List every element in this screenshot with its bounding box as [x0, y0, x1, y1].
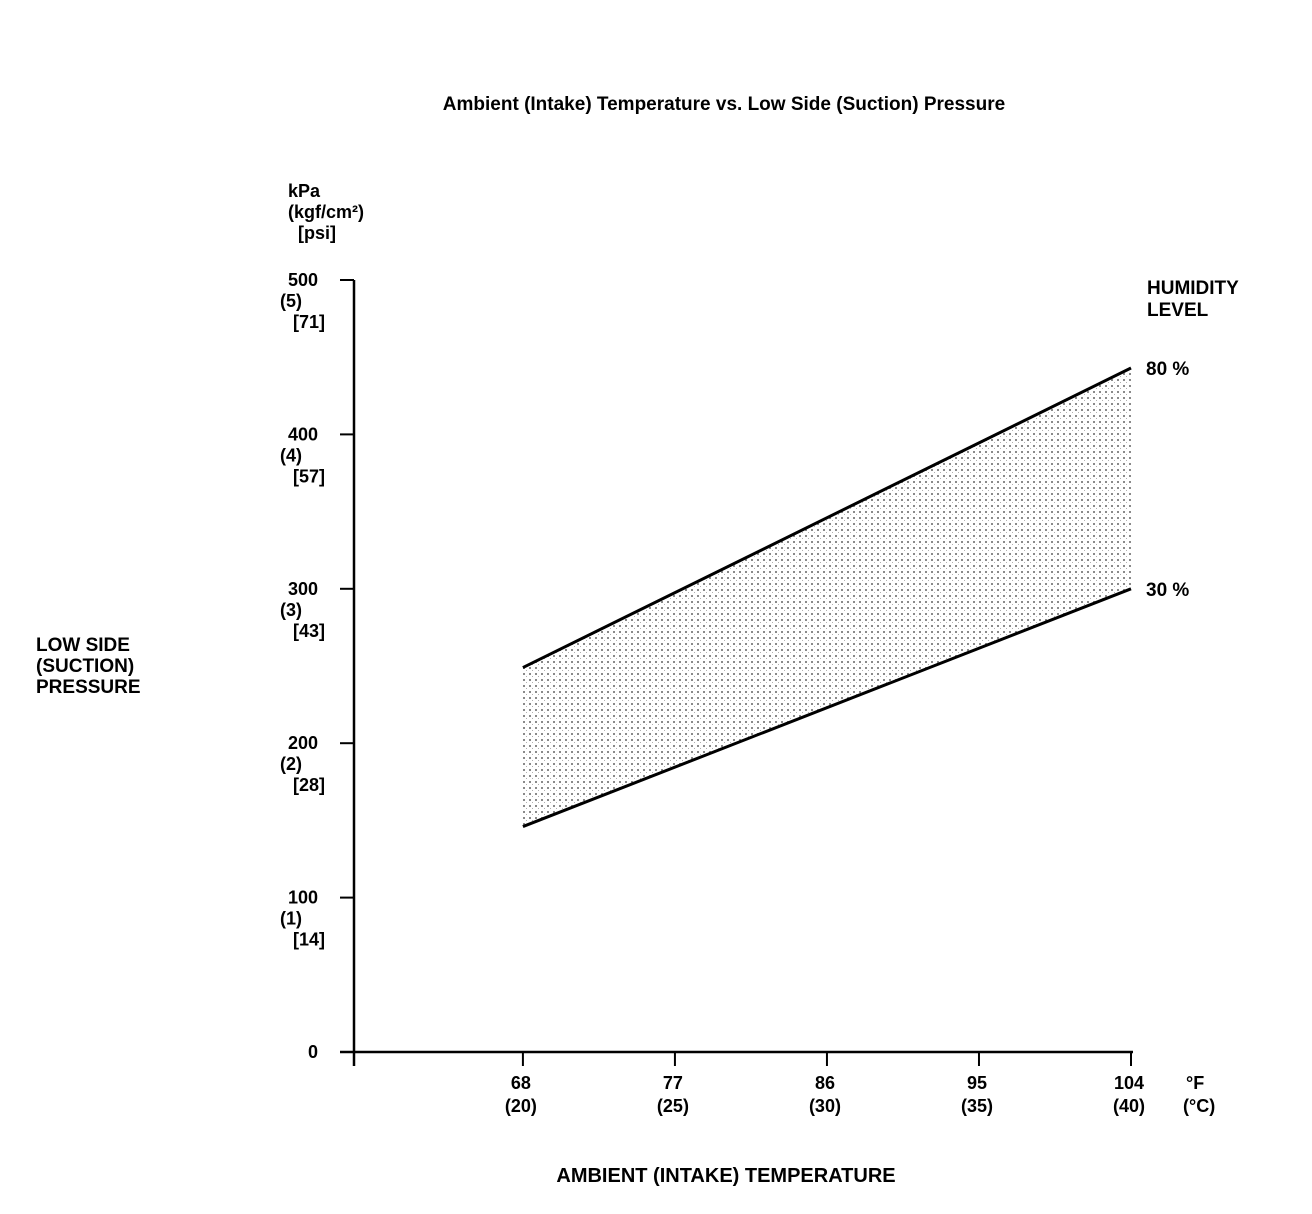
- y-axis-label-line3: PRESSURE: [36, 677, 141, 698]
- y-unit-kgf: (kgf/cm²): [288, 202, 364, 222]
- x-tick-label-c-86: (30): [808, 1096, 841, 1116]
- y-tick-label-psi-300: [43]: [293, 620, 326, 641]
- x-tick-label-c-95: (35): [960, 1096, 993, 1116]
- y-tick-label-kgf-300: (3): [280, 599, 302, 620]
- legend-title-line2: LEVEL: [1147, 300, 1209, 321]
- legend-title-line1: HUMIDITY: [1147, 278, 1239, 299]
- y-tick-label-kgf-200: (2): [280, 754, 302, 775]
- series-label-humidity-30: 30 %: [1146, 579, 1190, 601]
- y-tick-label-psi-200: [28]: [293, 775, 326, 796]
- humidity-band: [523, 368, 1131, 827]
- x-tick-label-f-95: 95: [966, 1073, 987, 1093]
- y-axis-label-line1: LOW SIDE: [36, 635, 130, 656]
- y-unit-kpa: kPa: [288, 181, 321, 201]
- y-tick-label-kpa-300: 300: [287, 578, 318, 599]
- x-tick-label-c-68: (20): [504, 1096, 537, 1116]
- x-axis-label: AMBIENT (INTAKE) TEMPERATURE: [556, 1165, 896, 1187]
- plot-area: [280, 270, 1189, 1116]
- x-tick-label-f-68: 68: [510, 1073, 531, 1093]
- y-unit-psi: [psi]: [298, 223, 336, 243]
- y-tick-label-kpa-200: 200: [287, 733, 318, 754]
- y-tick-label-psi-500: [71]: [293, 312, 326, 332]
- y-tick-label-psi-100: [14]: [293, 929, 326, 950]
- x-tick-label-c-77: (25): [656, 1096, 689, 1116]
- y-tick-label-kgf-500: (5): [280, 291, 302, 311]
- y-tick-label-kpa-100: 100: [287, 887, 318, 908]
- series-label-humidity-80: 80 %: [1146, 359, 1190, 381]
- x-unit-fahrenheit: °F: [1186, 1073, 1205, 1093]
- x-tick-label-f-104: 104: [1113, 1073, 1145, 1093]
- y-tick-label-psi-400: [57]: [293, 466, 326, 487]
- y-axis-label-line2: (SUCTION): [36, 656, 135, 677]
- x-tick-label-c-104: (40): [1112, 1096, 1146, 1116]
- x-tick-label-f-77: 77: [662, 1073, 683, 1093]
- x-tick-label-f-86: 86: [814, 1073, 835, 1093]
- y-tick-label-kgf-400: (4): [280, 445, 302, 466]
- y-tick-label-kgf-100: (1): [280, 908, 302, 929]
- x-unit-celsius: (°C): [1183, 1096, 1216, 1116]
- y-tick-label-kpa-0: 0: [307, 1042, 318, 1062]
- y-tick-label-kpa-400: 400: [287, 424, 318, 445]
- y-tick-label-kpa-500: 500: [287, 270, 318, 290]
- chart-title: Ambient (Intake) Temperature vs. Low Side (Suction) Pressure: [442, 94, 1006, 115]
